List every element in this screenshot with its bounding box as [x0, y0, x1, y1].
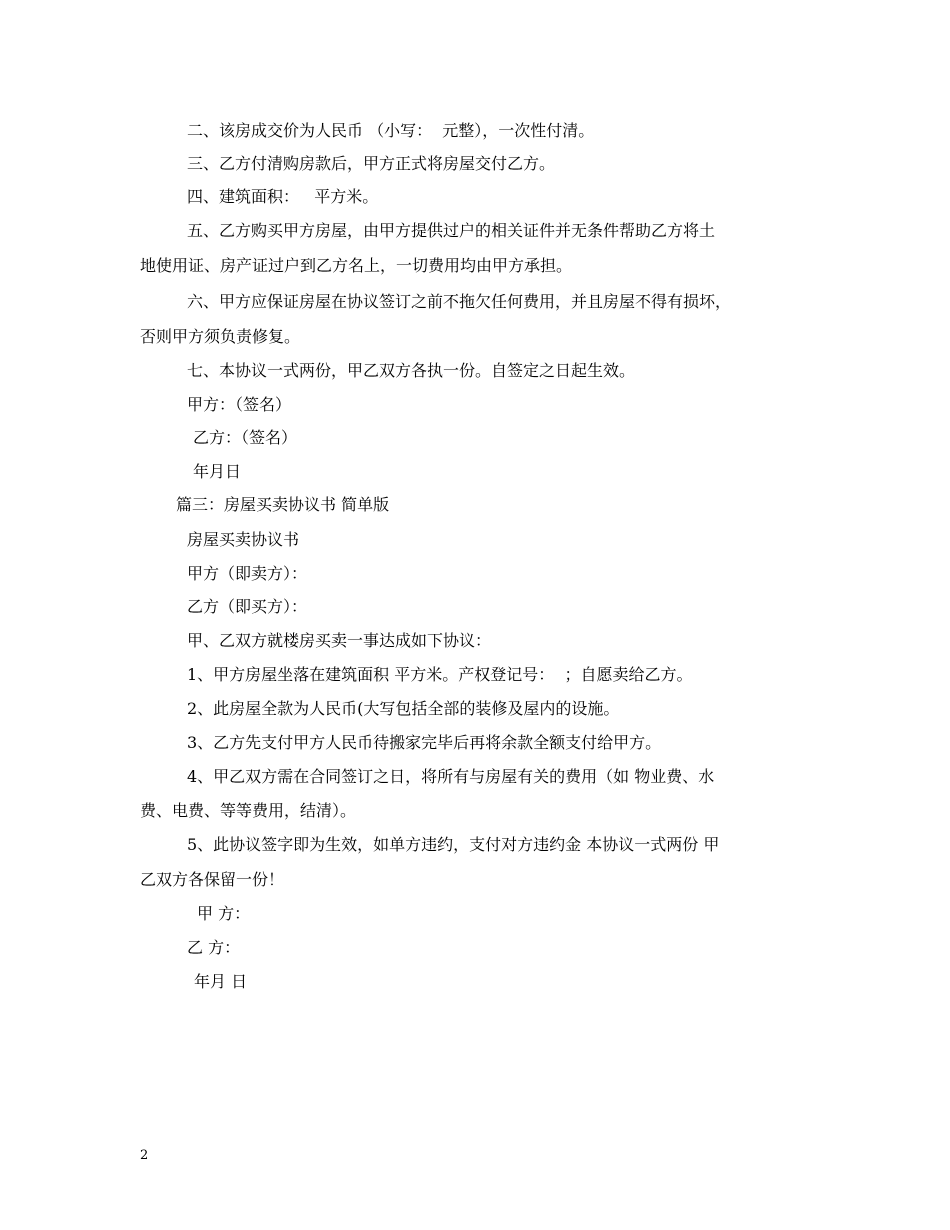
clause-5-line-2: 地使用证、房产证过户到乙方名上，一切费用均由甲方承担。 [140, 256, 573, 275]
page-number: 2 [140, 1148, 149, 1163]
clause-5-line-1: 五、乙方购买甲方房屋，由甲方提供过户的相关证件并无条件帮助乙方将土 [187, 221, 716, 240]
item-5-line-2: 乙双方各保留一份！ [140, 870, 285, 889]
item-3: 3、乙方先支付甲方人民币待搬家完毕后再将余款全额支付给甲方。 [187, 733, 662, 752]
clause-3: 三、乙方付清购房款后，甲方正式将房屋交付乙方。 [187, 154, 556, 173]
signature-date: 年月日 [193, 462, 242, 481]
party-a-signature: 甲方：（签名） [187, 395, 292, 414]
clause-2: 二、该房成交价为人民币 （小写： 元整），一次性付清。 [187, 121, 595, 140]
item-4-line-1: 4、甲乙双方需在合同签订之日，将所有与房屋有关的费用（如 物业费、水 [187, 767, 715, 786]
party-b-signature: 乙方：（签名） [193, 428, 298, 447]
party-b-buyer: 乙方（即买方）： [187, 597, 308, 616]
party-a-seller: 甲方（即卖方）： [187, 564, 308, 583]
item-1: 1、甲方房屋坐落在建筑面积 平方米。产权登记号： ；自愿卖给乙方。 [187, 665, 693, 684]
party-a-sign-line: 甲 方： [197, 904, 251, 923]
item-2: 2、此房屋全款为人民币(大写包括全部的装修及屋内的设施。 [187, 699, 620, 718]
clause-4: 四、建筑面积： 平方米。 [187, 187, 379, 206]
agreement-title: 房屋买卖协议书 [187, 530, 300, 549]
agreement-intro: 甲、乙双方就楼房买卖一事达成如下协议： [187, 631, 492, 650]
section-heading: 篇三：房屋买卖协议书 简单版 [176, 495, 390, 514]
clause-6-line-2: 否则甲方须负责修复。 [140, 327, 301, 346]
final-date-line: 年月 日 [194, 972, 248, 991]
item-5-line-1: 5、此协议签字即为生效，如单方违约，支付对方违约金 本协议一式两份 甲 [187, 835, 720, 854]
clause-6-line-1: 六、甲方应保证房屋在协议签订之前不拖欠任何费用，并且房屋不得有损坏， [187, 292, 732, 311]
clause-7: 七、本协议一式两份，甲乙双方各执一份。自签定之日起生效。 [187, 361, 636, 380]
item-4-line-2: 费、电费、等等费用，结清）。 [140, 801, 357, 820]
party-b-sign-line: 乙 方： [187, 938, 241, 957]
